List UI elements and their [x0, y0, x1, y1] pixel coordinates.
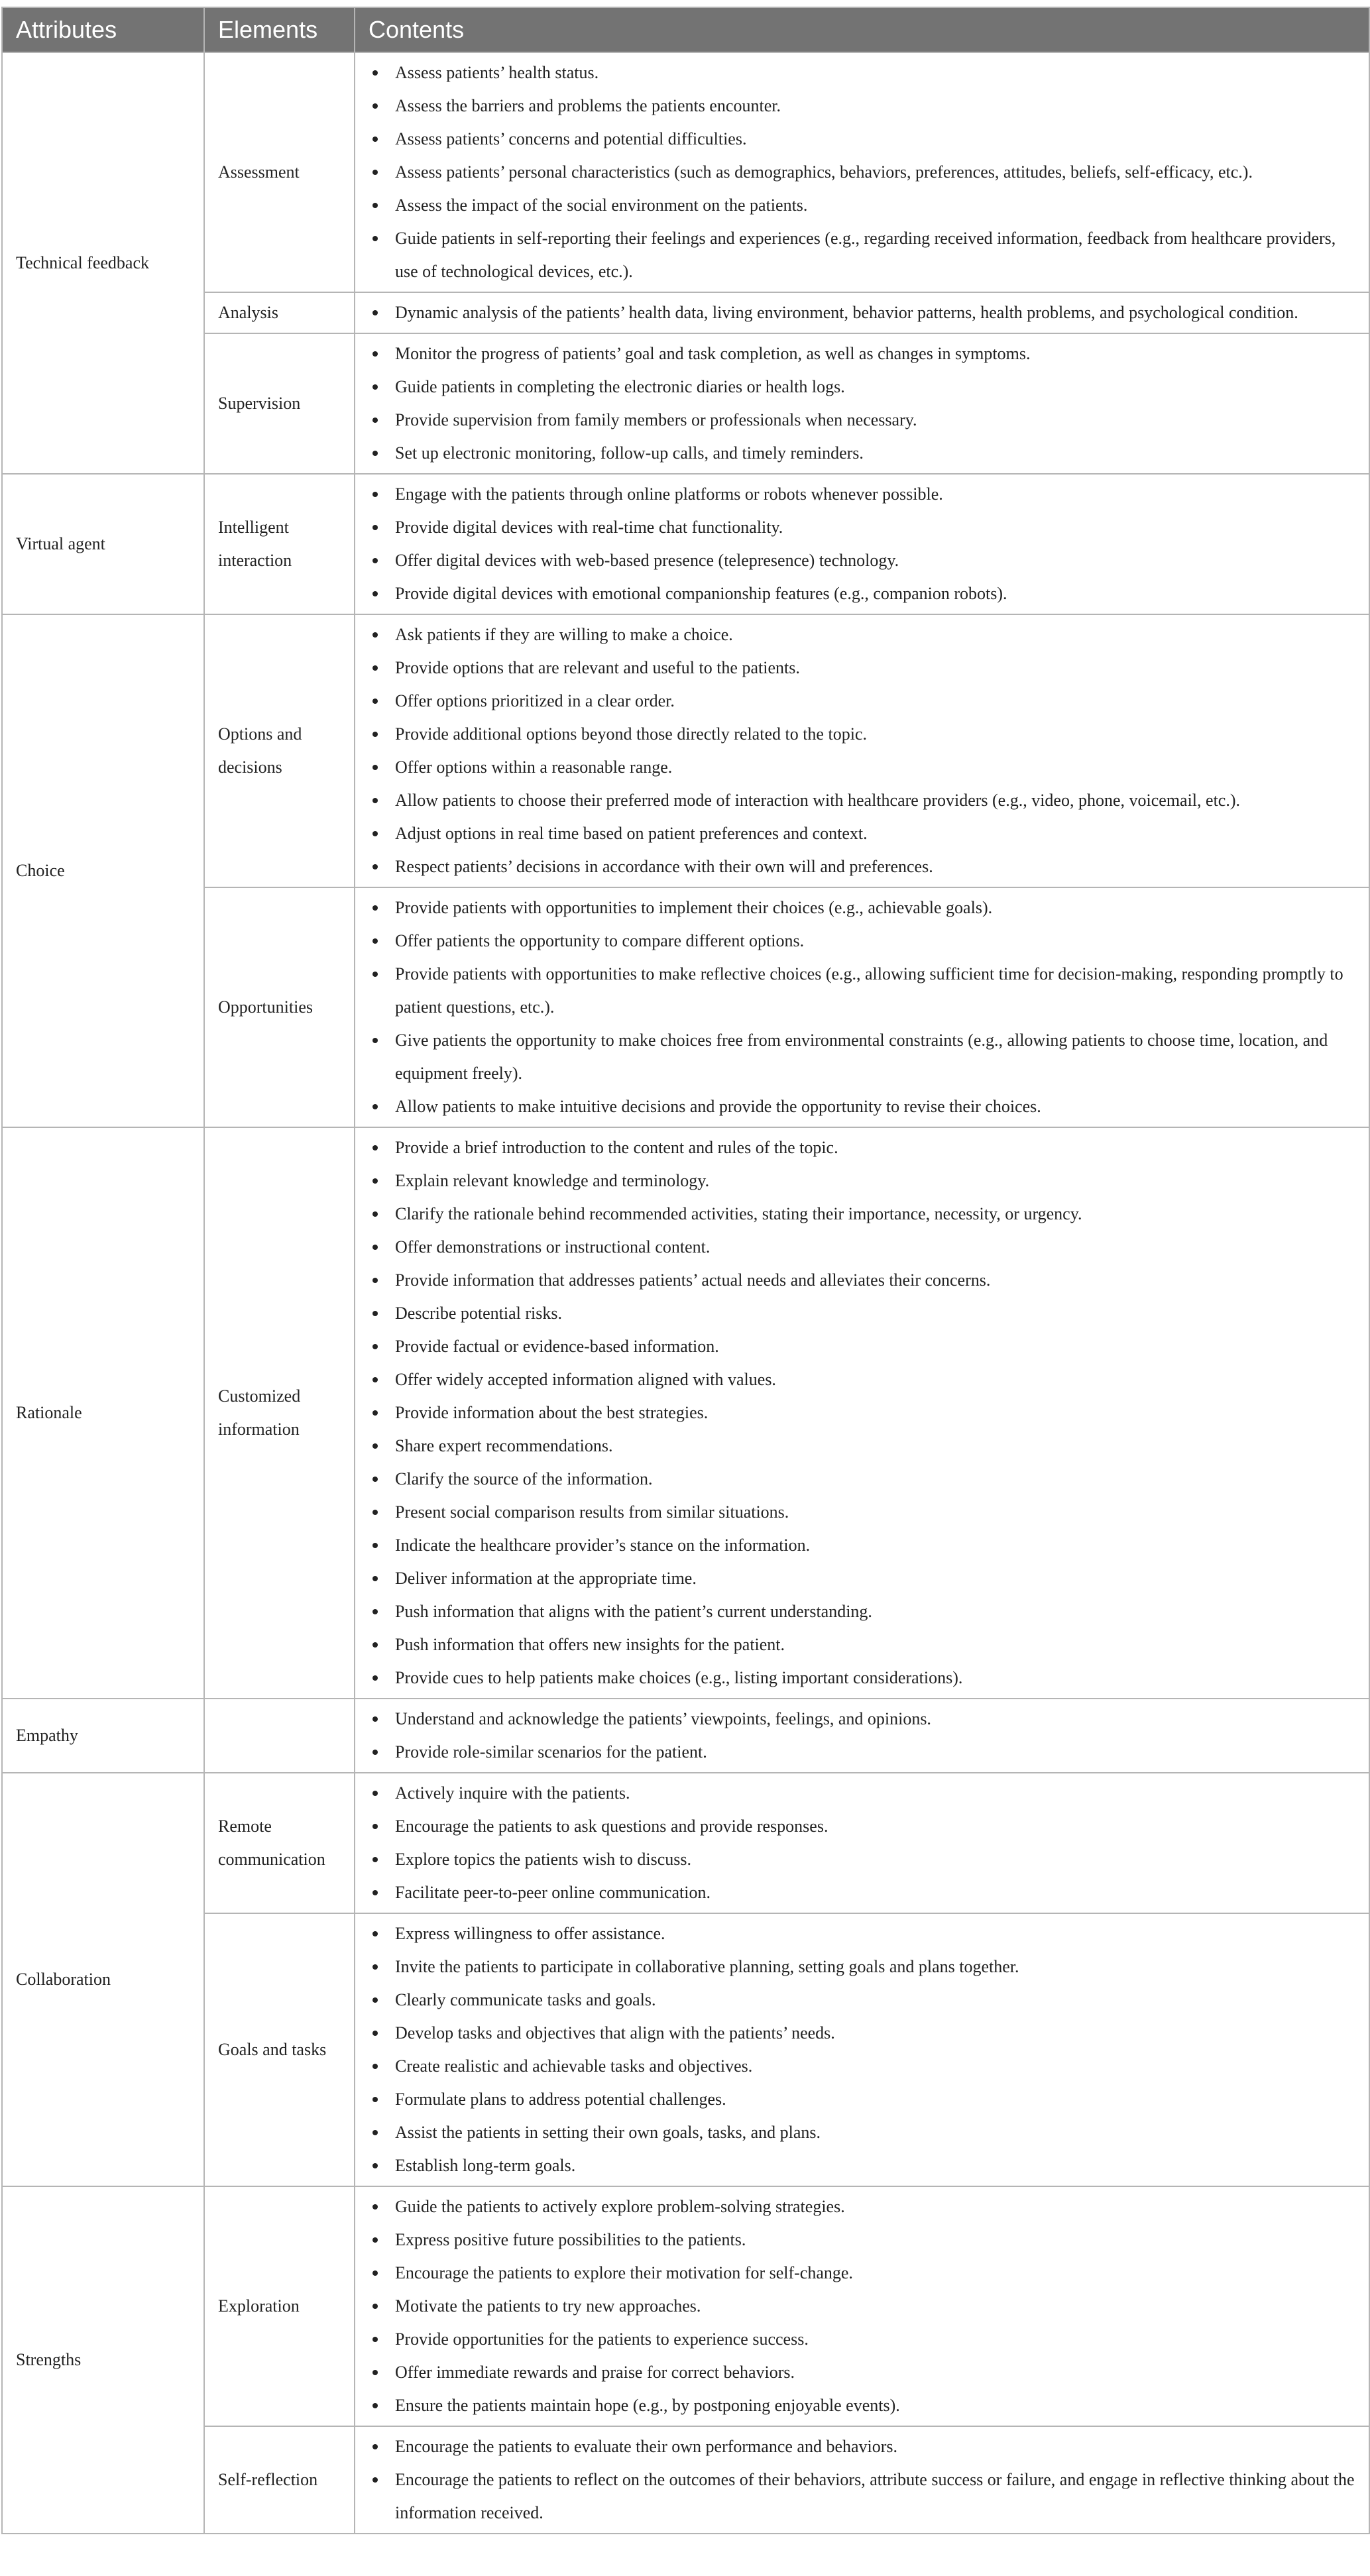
contents-list [369, 2430, 1355, 2530]
table-row [2, 2426, 1369, 2534]
contents-list [369, 618, 1355, 883]
table-row [2, 614, 1369, 887]
list-item: Provide additional options beyond those directly related to the topic. [369, 718, 1355, 751]
list-item: Express willingness to offer assistance. [369, 1917, 1355, 1950]
list-item: Present social comparison results from similar situations. [369, 1496, 1355, 1529]
table-row [2, 887, 1369, 1127]
contents-list [369, 1703, 1355, 1769]
list-item: Share expert recommendations. [369, 1429, 1355, 1463]
contents-list [369, 891, 1355, 1123]
contents-cell [355, 2426, 1369, 2534]
list-item: Encourage the patients to evaluate their own performance and behaviors. [369, 2430, 1355, 2463]
list-item: Facilitate peer-to-peer online communication. [369, 1876, 1355, 1909]
list-item: Motivate the patients to try new approaches. [369, 2290, 1355, 2323]
list-item: Assess the impact of the social environment on the patients. [369, 189, 1355, 222]
list-item: Provide role-similar scenarios for the patient. [369, 1736, 1355, 1769]
list-item: Explore topics the patients wish to discuss. [369, 1843, 1355, 1876]
list-item: Allow patients to choose their preferred mode of interaction with healthcare providers (e.g., video, phone, voicemail, etc.). [369, 784, 1355, 817]
element-cell: Goals and tasks [204, 1913, 355, 2186]
attribute-cell: Rationale [2, 1127, 204, 1699]
contents-cell [355, 1773, 1369, 1913]
table-row [2, 1913, 1369, 2186]
contents-list [369, 296, 1355, 329]
list-item: Ask patients if they are willing to make a choice. [369, 618, 1355, 651]
list-item: Guide patients in self-reporting their feelings and experiences (e.g., regarding received information, feedback from healthcare providers, use of technological devices, etc.). [369, 222, 1355, 288]
list-item: Guide the patients to actively explore problem-solving strategies. [369, 2190, 1355, 2223]
table-row [2, 1773, 1369, 1913]
element-cell: Analysis [204, 292, 355, 333]
list-item: Assess the barriers and problems the patients encounter. [369, 89, 1355, 123]
contents-list [369, 478, 1355, 610]
list-item: Give patients the opportunity to make choices free from environmental constraints (e.g., allowing patients to choose time, location, and equipment freely). [369, 1024, 1355, 1090]
list-item: Allow patients to make intuitive decisions and provide the opportunity to revise their choices. [369, 1090, 1355, 1123]
header-row [2, 7, 1369, 52]
list-item: Formulate plans to address potential challenges. [369, 2083, 1355, 2116]
contents-list [369, 2190, 1355, 2422]
list-item: Encourage the patients to ask questions and provide responses. [369, 1810, 1355, 1843]
table-row [2, 333, 1369, 474]
list-item: Indicate the healthcare provider’s stance on the information. [369, 1529, 1355, 1562]
contents-cell [355, 1913, 1369, 2186]
contents-cell [355, 292, 1369, 333]
contents-cell [355, 2186, 1369, 2426]
header-attributes: Attributes [2, 7, 204, 52]
header-elements: Elements [204, 7, 355, 52]
table-row [2, 474, 1369, 614]
list-item: Push information that aligns with the patient’s current understanding. [369, 1595, 1355, 1628]
contents-list [369, 337, 1355, 470]
list-item: Assess patients’ concerns and potential difficulties. [369, 123, 1355, 156]
table-row [2, 292, 1369, 333]
list-item: Understand and acknowledge the patients’ viewpoints, feelings, and opinions. [369, 1703, 1355, 1736]
list-item: Encourage the patients to explore their motivation for self-change. [369, 2257, 1355, 2290]
list-item: Monitor the progress of patients’ goal and task completion, as well as changes in symptoms. [369, 337, 1355, 370]
list-item: Provide cues to help patients make choices (e.g., listing important considerations). [369, 1661, 1355, 1695]
list-item: Establish long-term goals. [369, 2149, 1355, 2182]
list-item: Offer options within a reasonable range. [369, 751, 1355, 784]
list-item: Express positive future possibilities to the patients. [369, 2223, 1355, 2257]
list-item: Develop tasks and objectives that align with the patients’ needs. [369, 2017, 1355, 2050]
table-row [2, 1699, 1369, 1773]
list-item: Offer digital devices with web-based presence (telepresence) technology. [369, 544, 1355, 577]
attribute-cell: Strengths [2, 2186, 204, 2534]
list-item: Deliver information at the appropriate time. [369, 1562, 1355, 1595]
list-item: Offer demonstrations or instructional content. [369, 1231, 1355, 1264]
list-item: Assist the patients in setting their own goals, tasks, and plans. [369, 2116, 1355, 2149]
element-cell: Exploration [204, 2186, 355, 2426]
contents-cell [355, 614, 1369, 887]
element-cell: Self-reflection [204, 2426, 355, 2534]
list-item: Offer immediate rewards and praise for correct behaviors. [369, 2356, 1355, 2389]
list-item: Provide patients with opportunities to make reflective choices (e.g., allowing sufficient time for decision-making, responding promptly to patient questions, etc.). [369, 958, 1355, 1024]
element-cell [204, 1699, 355, 1773]
list-item: Provide digital devices with emotional companionship features (e.g., companion robots). [369, 577, 1355, 610]
list-item: Provide supervision from family members or professionals when necessary. [369, 404, 1355, 437]
contents-cell [355, 1127, 1369, 1699]
contents-list [369, 1777, 1355, 1909]
list-item: Create realistic and achievable tasks and objectives. [369, 2050, 1355, 2083]
attribute-cell: Virtual agent [2, 474, 204, 614]
element-cell: Supervision [204, 333, 355, 474]
list-item: Provide information about the best strategies. [369, 1396, 1355, 1429]
contents-list [369, 56, 1355, 288]
list-item: Offer widely accepted information aligned with values. [369, 1363, 1355, 1396]
contents-list [369, 1131, 1355, 1695]
list-item: Explain relevant knowledge and terminology. [369, 1164, 1355, 1198]
contents-cell [355, 52, 1369, 292]
element-cell: Intelligent interaction [204, 474, 355, 614]
contents-cell [355, 887, 1369, 1127]
contents-cell [355, 1699, 1369, 1773]
list-item: Dynamic analysis of the patients’ health data, living environment, behavior patterns, health problems, and psychological condition. [369, 296, 1355, 329]
list-item: Actively inquire with the patients. [369, 1777, 1355, 1810]
list-item: Set up electronic monitoring, follow-up calls, and timely reminders. [369, 437, 1355, 470]
attribute-cell: Collaboration [2, 1773, 204, 2186]
element-cell: Customized information [204, 1127, 355, 1699]
list-item: Provide patients with opportunities to implement their choices (e.g., achievable goals). [369, 891, 1355, 924]
attribute-cell: Technical feedback [2, 52, 204, 474]
list-item: Describe potential risks. [369, 1297, 1355, 1330]
list-item: Push information that offers new insights for the patient. [369, 1628, 1355, 1661]
header-contents: Contents [355, 7, 1369, 52]
list-item: Respect patients’ decisions in accordance with their own will and preferences. [369, 850, 1355, 883]
contents-cell [355, 333, 1369, 474]
element-cell: Assessment [204, 52, 355, 292]
list-item: Engage with the patients through online platforms or robots whenever possible. [369, 478, 1355, 511]
list-item: Provide information that addresses patients’ actual needs and alleviates their concerns. [369, 1264, 1355, 1297]
contents-cell [355, 474, 1369, 614]
list-item: Provide opportunities for the patients to experience success. [369, 2323, 1355, 2356]
list-item: Clarify the source of the information. [369, 1463, 1355, 1496]
list-item: Provide digital devices with real-time chat functionality. [369, 511, 1355, 544]
list-item: Clarify the rationale behind recommended activities, stating their importance, necessity, or urgency. [369, 1198, 1355, 1231]
list-item: Assess patients’ health status. [369, 56, 1355, 89]
list-item: Ensure the patients maintain hope (e.g., by postponing enjoyable events). [369, 2389, 1355, 2422]
attribute-cell: Empathy [2, 1699, 204, 1773]
list-item: Offer options prioritized in a clear order. [369, 685, 1355, 718]
list-item: Provide a brief introduction to the content and rules of the topic. [369, 1131, 1355, 1164]
list-item: Invite the patients to participate in collaborative planning, setting goals and plans together. [369, 1950, 1355, 1984]
attribute-cell: Choice [2, 614, 204, 1127]
list-item: Provide options that are relevant and useful to the patients. [369, 651, 1355, 685]
list-item: Guide patients in completing the electronic diaries or health logs. [369, 370, 1355, 404]
list-item: Clearly communicate tasks and goals. [369, 1984, 1355, 2017]
list-item: Assess patients’ personal characteristics (such as demographics, behaviors, preferences, attitudes, beliefs, self-efficacy, etc.). [369, 156, 1355, 189]
element-cell: Remote communication [204, 1773, 355, 1913]
element-cell: Options and decisions [204, 614, 355, 887]
content-table [1, 7, 1370, 2534]
table-row [2, 52, 1369, 292]
list-item: Offer patients the opportunity to compare different options. [369, 924, 1355, 958]
element-cell: Opportunities [204, 887, 355, 1127]
contents-list [369, 1917, 1355, 2182]
list-item: Provide factual or evidence-based information. [369, 1330, 1355, 1363]
table-body [2, 52, 1369, 2534]
list-item: Adjust options in real time based on patient preferences and context. [369, 817, 1355, 850]
table-row [2, 2186, 1369, 2426]
table-row [2, 1127, 1369, 1699]
list-item: Encourage the patients to reflect on the outcomes of their behaviors, attribute success or failure, and engage in reflective thinking about the information received. [369, 2463, 1355, 2530]
